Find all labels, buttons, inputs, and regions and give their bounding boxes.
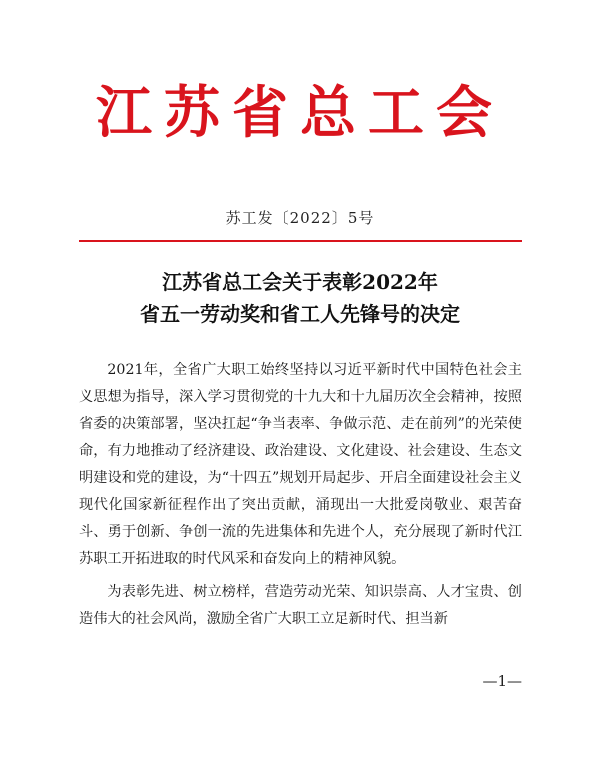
red-divider-line: [79, 240, 522, 242]
page-number: —1—: [482, 672, 522, 690]
document-number: 苏工发〔2022〕5号: [225, 209, 375, 227]
body-paragraph-1: 2021年，全省广大职工始终坚持以习近平新时代中国特色社会主义思想为指导，深入学习贯彻党的十九大和十九届历次全会精神，按照省委的决策部署，坚决扛起“争当表率、争做示范、走在前列”的光荣使命，有力地推动了经济建设、政治建设、文化建设、社会建设、生态文明建设和党的建设，为“十四五”规划开局起步、开启全面建设社会主义现代化国家新征程作出了突出贡献，涌现出一大批爱岗敬业、艰苦奋斗、勇于创新、争创一流的先进集体和先进个人，充分展现了新时代江苏职工开拓进取的时代风采和奋发向上的精神风貌。: [79, 362, 522, 567]
masthead-title: 江苏省总工会: [96, 81, 504, 146]
document-title: [0, 266, 600, 330]
title-line-2: 省五一劳动奖和省工人先锋号的决定: [140, 302, 460, 326]
title-line-1: 江苏省总工会关于表彰2022年: [162, 270, 438, 294]
body-paragraph-2: 为表彰先进、树立榜样，营造劳动光荣、知识崇高、人才宝贵、创造伟大的社会风尚，激励全省广大职工立足新时代、担当新: [79, 584, 522, 627]
document-body: [79, 357, 522, 633]
